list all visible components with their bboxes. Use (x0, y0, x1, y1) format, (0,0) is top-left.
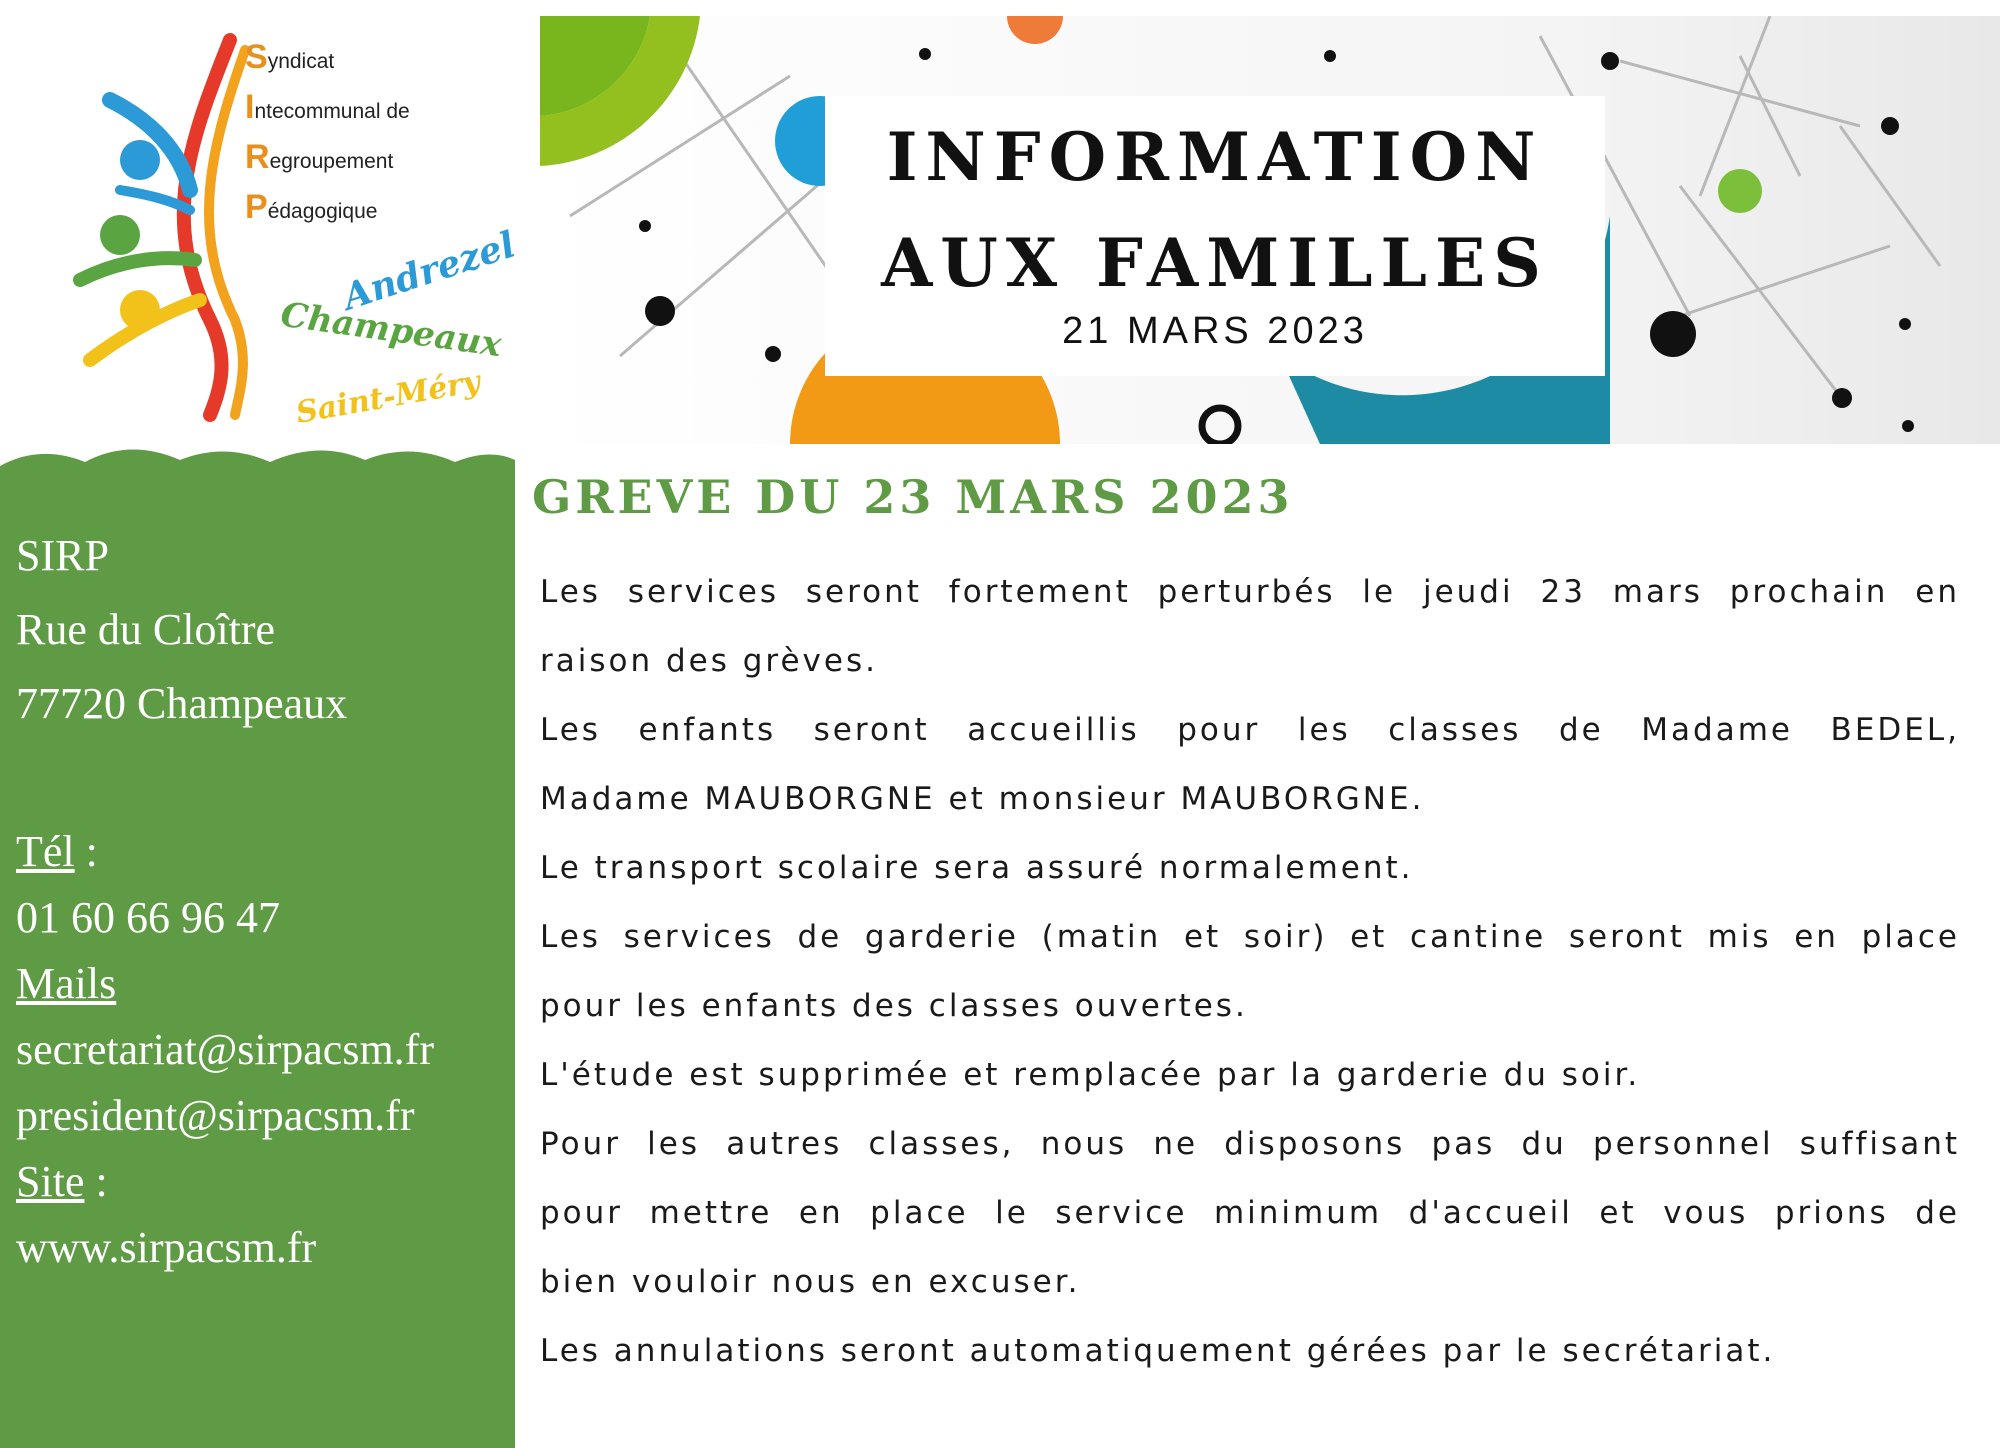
contact-tel-heading: Tél : (16, 827, 98, 876)
notice-line: L'étude est supprimée et remplacée par la garderie du soir. (540, 1057, 1641, 1093)
contact-website[interactable]: www.sirpacsm.fr (16, 1223, 317, 1272)
contact-site-heading: Site : (16, 1157, 108, 1206)
contact-phone[interactable]: 01 60 66 96 47 (16, 893, 280, 942)
logo-text-syndicat: Syndicat (245, 38, 335, 76)
contact-city: 77720 Champeaux (16, 679, 348, 728)
notice-line: Le transport scolaire sera assuré normalement. (540, 850, 1414, 886)
title-card (825, 96, 1605, 376)
sidebar-wavy-edge (0, 438, 515, 478)
contact-email-president[interactable]: president@sirpacsm.fr (16, 1091, 415, 1140)
logo-town-champeaux: Champeaux (278, 294, 504, 366)
notice-line: Les services seront fortement perturbés le jeudi 23 mars prochain en (540, 574, 1960, 610)
logo-text-intercommunal: Intecommunal de (245, 88, 410, 126)
contact-mails-heading: Mails (16, 959, 117, 1008)
site-label: Site (16, 1157, 85, 1206)
title-aux-familles: AUX FAMILLES (881, 224, 1549, 302)
contact-street: Rue du Cloître (16, 605, 276, 654)
logo-text-regroupement: Regroupement (245, 138, 394, 176)
notice-line: Pour les autres classes, nous ne disposons pas du personnel suffisant (540, 1126, 1960, 1162)
notice-line: pour mettre en place le service minimum d'accueil et vous prions de (540, 1195, 1960, 1231)
contact-name: SIRP (16, 531, 109, 580)
notice-line: Madame MAUBORGNE et monsieur MAUBORGNE. (540, 781, 1425, 817)
logo-town-saint-mery: Saint-Méry (293, 364, 483, 431)
notice-line: pour les enfants des classes ouvertes. (540, 988, 1248, 1024)
notice-line: Les enfants seront accueillis pour les classes de Madame BEDEL, (540, 712, 1960, 748)
contact-email-secretariat[interactable]: secretariat@sirpacsm.fr (16, 1025, 434, 1074)
notice-line: bien vouloir nous en excuser. (540, 1264, 1081, 1300)
title-information: INFORMATION (886, 118, 1544, 196)
notice-line: Les annulations seront automatiquement gérées par le secrétariat. (540, 1333, 1776, 1369)
notice-line: Les services de garderie (matin et soir) et cantine seront mis en place (540, 919, 1960, 955)
notice-line: raison des grèves. (540, 643, 878, 679)
title-date: 21 MARS 2023 (1062, 310, 1368, 352)
logo-town-andrezel: Andrezel (337, 223, 521, 319)
sirp-logo (40, 20, 521, 431)
logo-text-pedagogique: Pédagogique (245, 188, 378, 226)
notice-heading: GREVE DU 23 MARS 2023 (532, 470, 1294, 524)
tel-label: Tél (16, 827, 75, 876)
header-banner (540, 16, 2000, 444)
